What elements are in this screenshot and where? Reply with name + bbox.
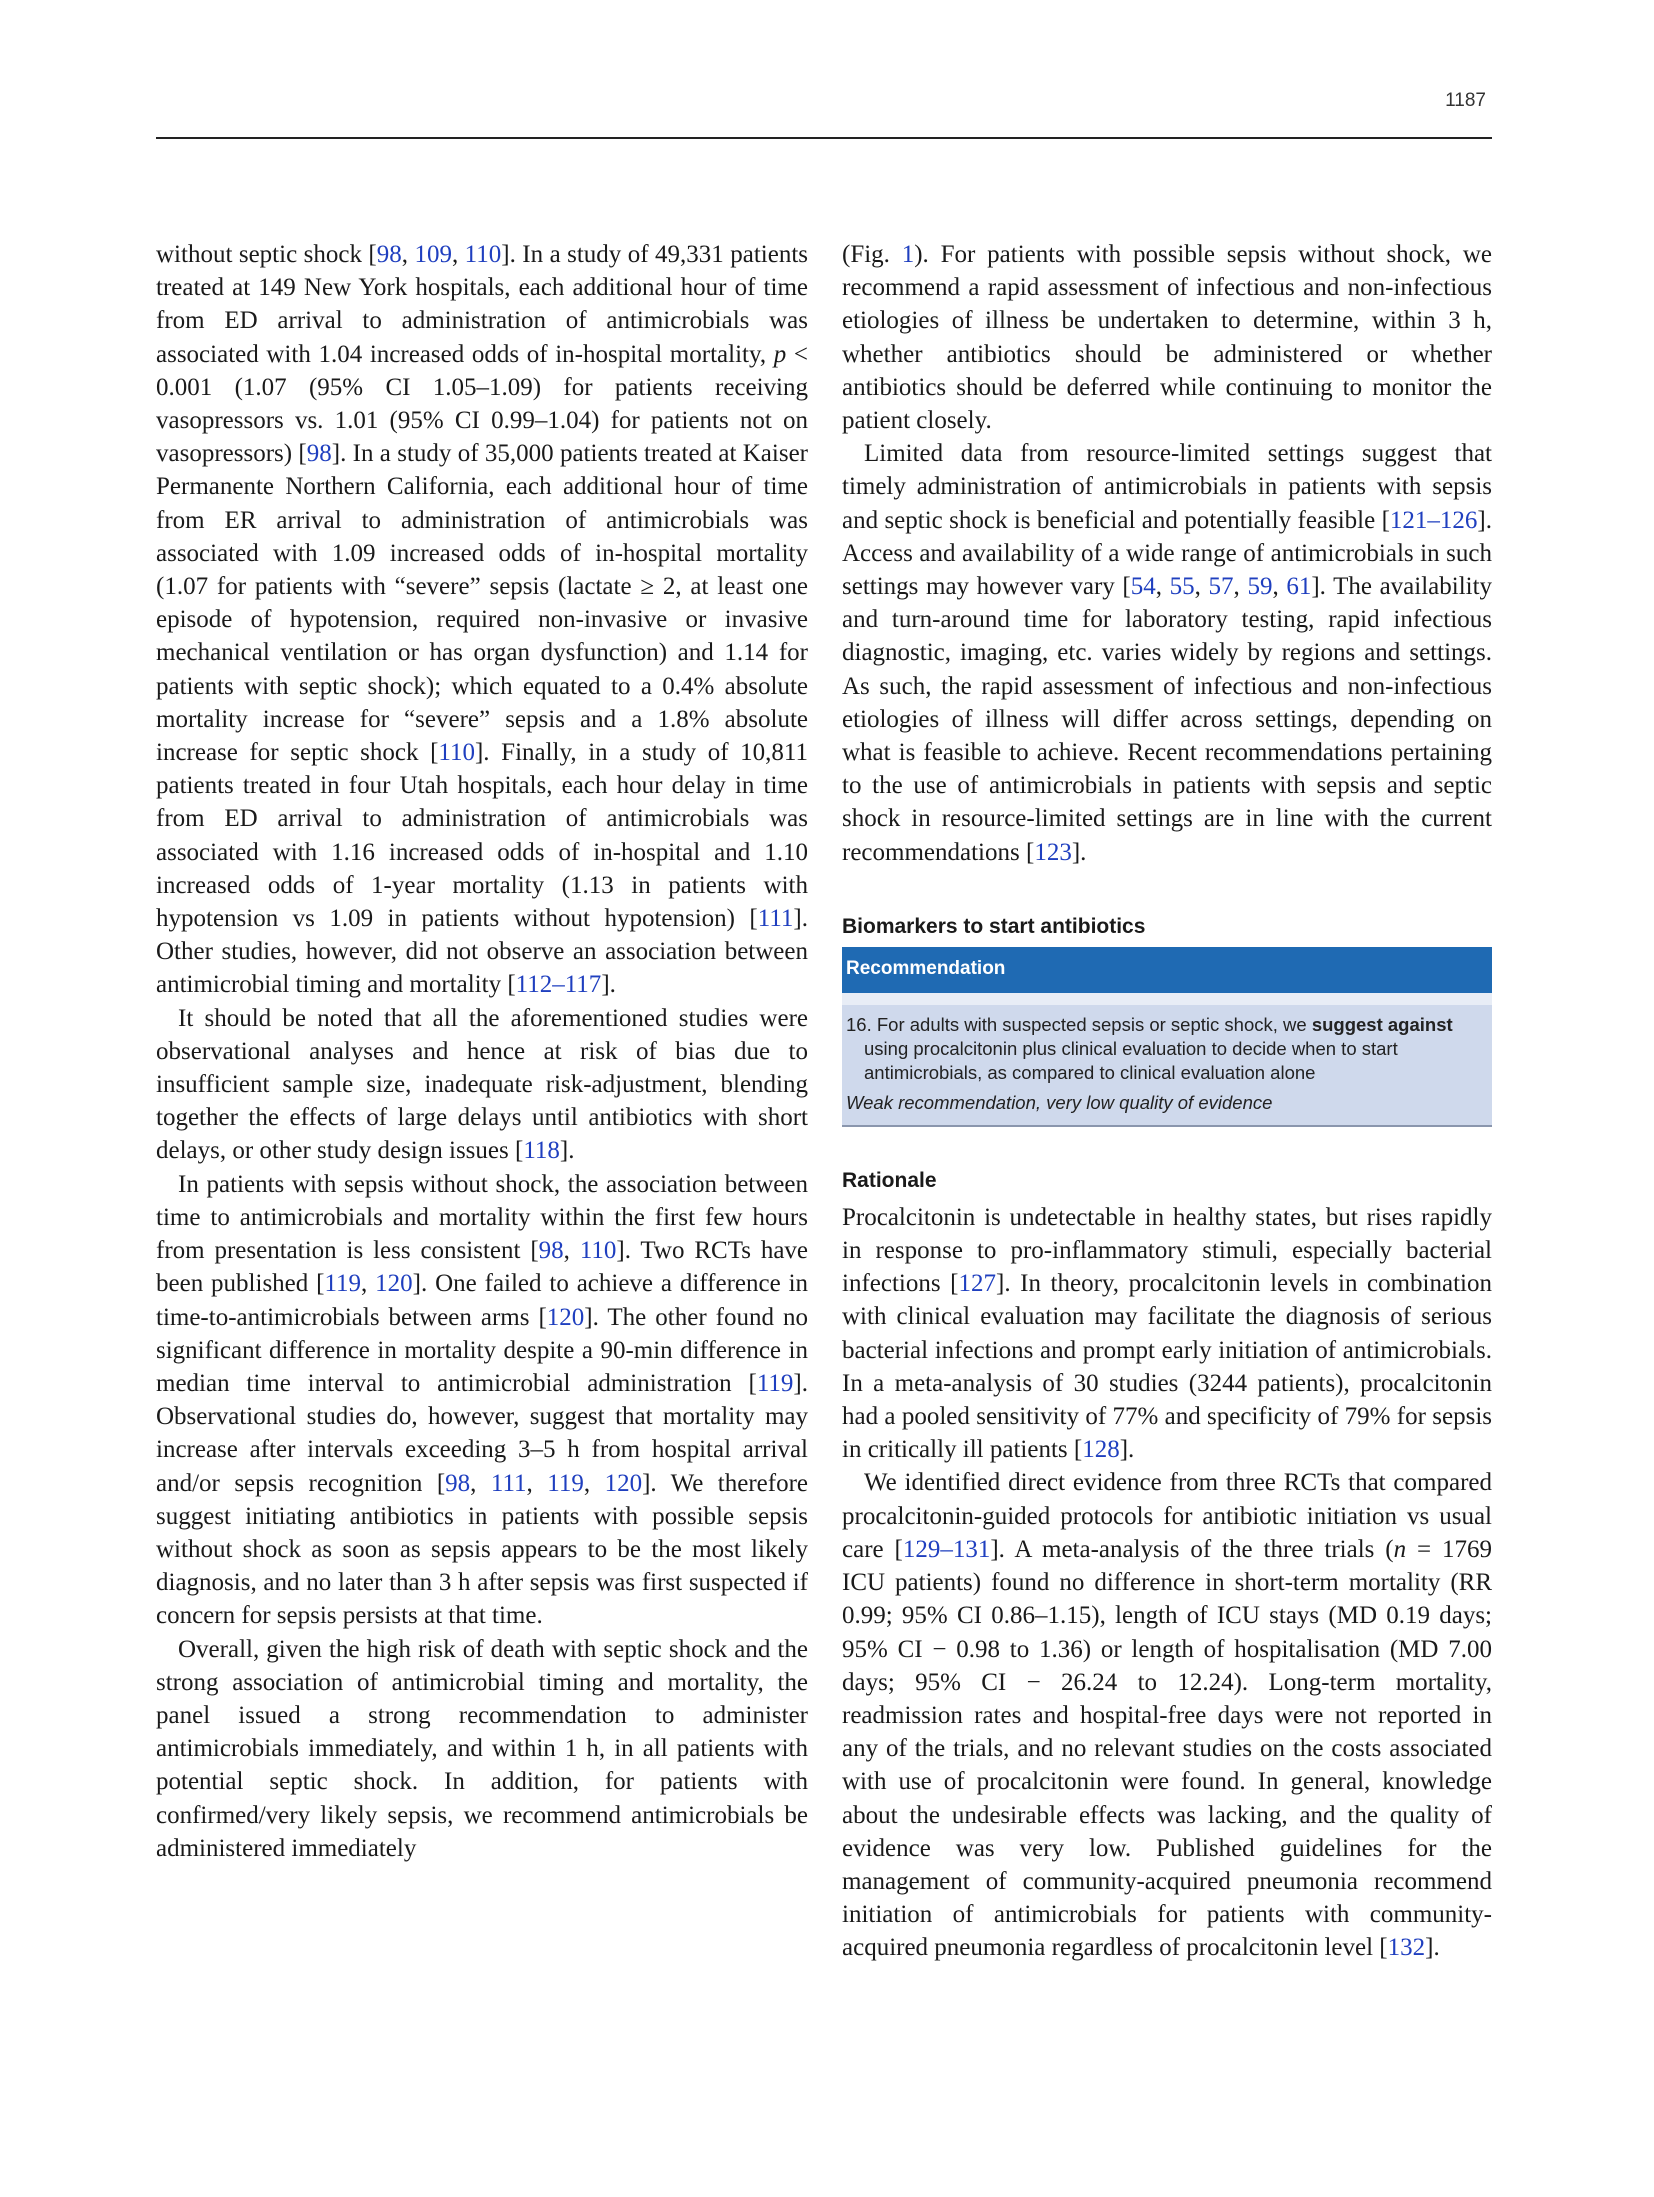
citation-link[interactable]: 119 (547, 1469, 584, 1497)
italic-symbol: n (1393, 1535, 1407, 1563)
citation-link[interactable]: 109 (414, 241, 452, 268)
citation-link[interactable]: 55 (1169, 573, 1195, 601)
text-run: , (583, 1469, 605, 1497)
text-run: Limited data from resource-limited settings suggest that timely administration of antimicrobials in patients with sepsis and septic shock is beneficial and potentially feasible [ (842, 440, 1492, 534)
italic-symbol: p (773, 340, 787, 368)
citation-link[interactable]: 1 (901, 241, 915, 268)
text-run: , (451, 241, 465, 268)
text-run: ]. (1119, 1436, 1135, 1464)
text-run: ]. Other studies, however, did not observe an association between antimicrobial timing and mortality [ (156, 905, 808, 999)
text-run: ]. Access and availability of a wide range of antimicrobials in such settings may however vary [ (842, 506, 1492, 601)
citation-link[interactable]: 120 (546, 1303, 585, 1331)
paragraph (842, 1201, 1492, 1467)
text-run: ]. One failed to achieve a difference in time-to-antimicrobials between arms [ (156, 1270, 809, 1331)
text-run: < 0.001 (1.07 (95% CI 1.05–1.09) for patients receiving vasopressors vs. 1.01 (95% CI 0.99–1.04) for patients not on vasopressors) [ (156, 340, 808, 468)
text-run: ]. Two RCTs have been published [ (156, 1237, 809, 1298)
paragraph (156, 1002, 808, 1168)
text-run: ]. (1071, 838, 1087, 866)
citation-link[interactable]: 111 (757, 905, 794, 933)
recommendation-text (846, 1013, 1488, 1085)
citation-link[interactable]: 118 (523, 1137, 560, 1165)
recommendation-grade: Weak recommendation, very low quality of evidence (846, 1091, 1273, 1113)
citation-link[interactable]: 111 (490, 1469, 527, 1497)
citation-link[interactable]: 129–131 (902, 1535, 991, 1563)
recommendation-strength-keyword: suggest against (1311, 1013, 1453, 1035)
text-run: ]. In theory, procalcitonin levels in combination with clinical evaluation may facilitate the diagnosis of serious bacterial infections and prompt early initiation of antimicrobials. In a meta-analysis of 30 studies (3244 patients), procalcitonin had a pooled sensitivity of 77% and specificity of 79% for sepsis in critically ill patients [ (842, 1270, 1492, 1464)
recommendation-text-after: using procalcitonin plus clinical evaluation to decide when to start antimicrobials, as compared to clinical evaluation alone (864, 1037, 1398, 1083)
text-run: , (1233, 573, 1248, 601)
citation-link[interactable]: 110 (579, 1237, 617, 1265)
text-run: ]. A meta-analysis of the three trials ( (990, 1535, 1394, 1563)
text-run: , (1194, 573, 1209, 601)
citation-link[interactable]: 110 (464, 241, 502, 268)
text-run: ]. The availability and turn-around time for laboratory testing, rapid infectious diagnostic, imaging, etc. varies widely by regions and settings. As such, the rapid assessment of infectious and non-infectious etiologies of illness will differ across settings, depending on what is feasible to achieve. Recent recommendations pertaining to the use of antimicrobials in patients with sepsis and septic shock in resource-limited settings are in line with the current recommendations [ (842, 573, 1493, 866)
citation-link[interactable]: 98 (538, 1237, 564, 1265)
citation-link[interactable]: 127 (958, 1270, 996, 1298)
rationale-heading: Rationale (842, 1168, 937, 1192)
citation-link[interactable]: 132 (1387, 1934, 1426, 1962)
text-run: Overall, given the high risk of death with septic shock and the strong association of antimicrobial timing and mortality, the panel issued a strong recommendation to administer antimicrobials immediately, and within 1 h, in all patients with potential septic shock. In addition, for patients with confirmed/very likely sepsis, we recommend antimicrobials be administered immediately (156, 1635, 808, 1862)
citation-link[interactable]: 120 (604, 1469, 643, 1497)
citation-link[interactable]: 110 (438, 739, 475, 767)
right-column-top-text (842, 238, 1492, 869)
citation-link[interactable]: 119 (324, 1270, 362, 1298)
recommendation-body (842, 993, 1492, 1125)
citation-link[interactable]: 98 (376, 241, 402, 268)
left-column (156, 238, 808, 1865)
paragraph (842, 1466, 1492, 1964)
text-run: , (563, 1237, 580, 1265)
citation-link[interactable]: 123 (1034, 838, 1072, 866)
text-run: , (361, 1270, 376, 1298)
paragraph (156, 1168, 808, 1633)
paragraph (842, 238, 1492, 437)
text-run: In patients with sepsis without shock, the association between time to antimicrobials and mortality within the first few hours from presentation is less consistent [ (156, 1170, 808, 1265)
header-rule (156, 137, 1492, 139)
paragraph (156, 1633, 808, 1865)
citation-link[interactable]: 121–126 (1389, 506, 1478, 534)
text-run: ]. In a study of 49,331 patients treated at 149 New York hospitals, each additional hour of time from ED arrival to administration of antimicrobials was associated with 1.04 increased odds of in-hospital mortality, (156, 241, 809, 368)
right-column (842, 238, 1492, 1965)
text-run: Procalcitonin is undetectable in healthy states, but rises rapidly in response to pro-inflammatory stimuli, especially bacterial infections [ (842, 1203, 1492, 1298)
text-run: ]. We therefore suggest initiating antibiotics in patients with possible sepsis without shock as soon as sepsis appears to be the most likely diagnosis, and no later than 3 h after sepsis was first suspected if concern for sepsis persists at that time. (156, 1469, 809, 1630)
text-run: ). For patients with possible sepsis without shock, we recommend a rapid assessment of infectious and non-infectious etiologies of illness be undertaken to determine, within 3 h, whether antibiotics should be administered or whether antibiotics should be deferred while continuing to monitor the patient closely. (842, 241, 1492, 435)
citation-link[interactable]: 98 (445, 1469, 471, 1497)
recommendation-box (842, 947, 1492, 1127)
text-run: It should be noted that all the aforementioned studies were observational analyses and hence at risk of bias due to insufficient sample size, inadequate risk-adjustment, blending together the effects of large delays until antibiotics with short delays, or other study design issues [ (156, 1004, 808, 1165)
citation-link[interactable]: 61 (1286, 573, 1312, 601)
biomarkers-heading: Biomarkers to start antibiotics (842, 914, 1146, 938)
text-run: ]. In a study of 35,000 patients treated at Kaiser Permanente Northern California, each additional hour of time from ER arrival to administration of antimicrobials was associated with 1.09 increased odds of in-hospital mortality (1.07 for patients with “severe” sepsis (lactate ≥ 2, at least one episode of hypotension, required non-invasive or invasive mechanical ventilation or has organ dysfunction) and 1.14 for patients with septic shock); which equated to a 0.4% absolute mortality increase for “severe” sepsis and a 1.8% absolute increase for septic shock [ (156, 440, 808, 767)
paragraph (842, 437, 1492, 869)
recommendation-text-before: 16. For adults with suspected sepsis or septic shock, we (846, 1013, 1312, 1035)
text-run: , (470, 1469, 491, 1497)
citation-link[interactable]: 119 (756, 1369, 794, 1397)
text-run: ]. (1425, 1934, 1440, 1962)
page-number: 1187 (1445, 90, 1486, 111)
recommendation-header: Recommendation (842, 947, 1492, 993)
citation-link[interactable]: 128 (1082, 1436, 1120, 1464)
citation-link[interactable]: 54 (1130, 573, 1156, 601)
paragraph (156, 238, 808, 1002)
citation-link[interactable]: 57 (1208, 573, 1234, 601)
text-run: We identified direct evidence from three RCTs that compared procalcitonin-guided protocols for antibiotic initiation vs usual care [ (842, 1469, 1492, 1563)
text-run: ]. Finally, in a study of 10,811 patients treated in four Utah hospitals, each hour delay in time from ED arrival to administration of antimicrobials was associated with 1.16 increased odds of in-hospital and 1.10 increased odds of 1-year mortality (1.13 in patients with hypotension vs 1.09 in patients without hypotension) [ (156, 739, 808, 933)
right-column-bottom-text (842, 1201, 1492, 1965)
citation-link[interactable]: 59 (1247, 573, 1273, 601)
text-run: (Fig. (842, 241, 902, 268)
text-run: ]. Observational studies do, however, suggest that mortality may increase after intervals exceeding 3–5 h from hospital arrival and/or sepsis recognition [ (156, 1369, 808, 1497)
text-run: ]. (601, 971, 616, 999)
text-run: , (1272, 573, 1287, 601)
text-run: , (1155, 573, 1170, 601)
citation-link[interactable]: 98 (306, 440, 332, 468)
text-run: ]. The other found no significant difference in mortality despite a 90-min difference in median time interval to antimicrobial administration [ (156, 1303, 808, 1397)
citation-link[interactable]: 112–117 (515, 971, 602, 999)
text-run: = 1769 ICU patients) found no difference in short-term mortality (RR 0.99; 95% CI 0.86–1.15), length of ICU stays (MD 0.19 days; 95% CI − 0.98 to 1.36) or length of hospitalisation (MD 7.00 days; 95% CI − 26.24 to 12.24). Long-term mortality, readmission rates and hospital-free days were not reported in any of the trials, and no relevant studies on the costs associated with use of procalcitonin were found. In general, knowledge about the undesirable effects was lacking, and the quality of evidence was very low. Published guidelines for the management of community-acquired pneumonia recommend initiation of antimicrobials for patients with community-acquired pneumonia regardless of procalcitonin level [ (842, 1535, 1492, 1962)
text-run: , (526, 1469, 548, 1497)
text-run: without septic shock [ (156, 241, 377, 268)
text-run: ]. (559, 1137, 575, 1165)
citation-link[interactable]: 120 (375, 1270, 413, 1298)
text-run: , (401, 241, 415, 268)
